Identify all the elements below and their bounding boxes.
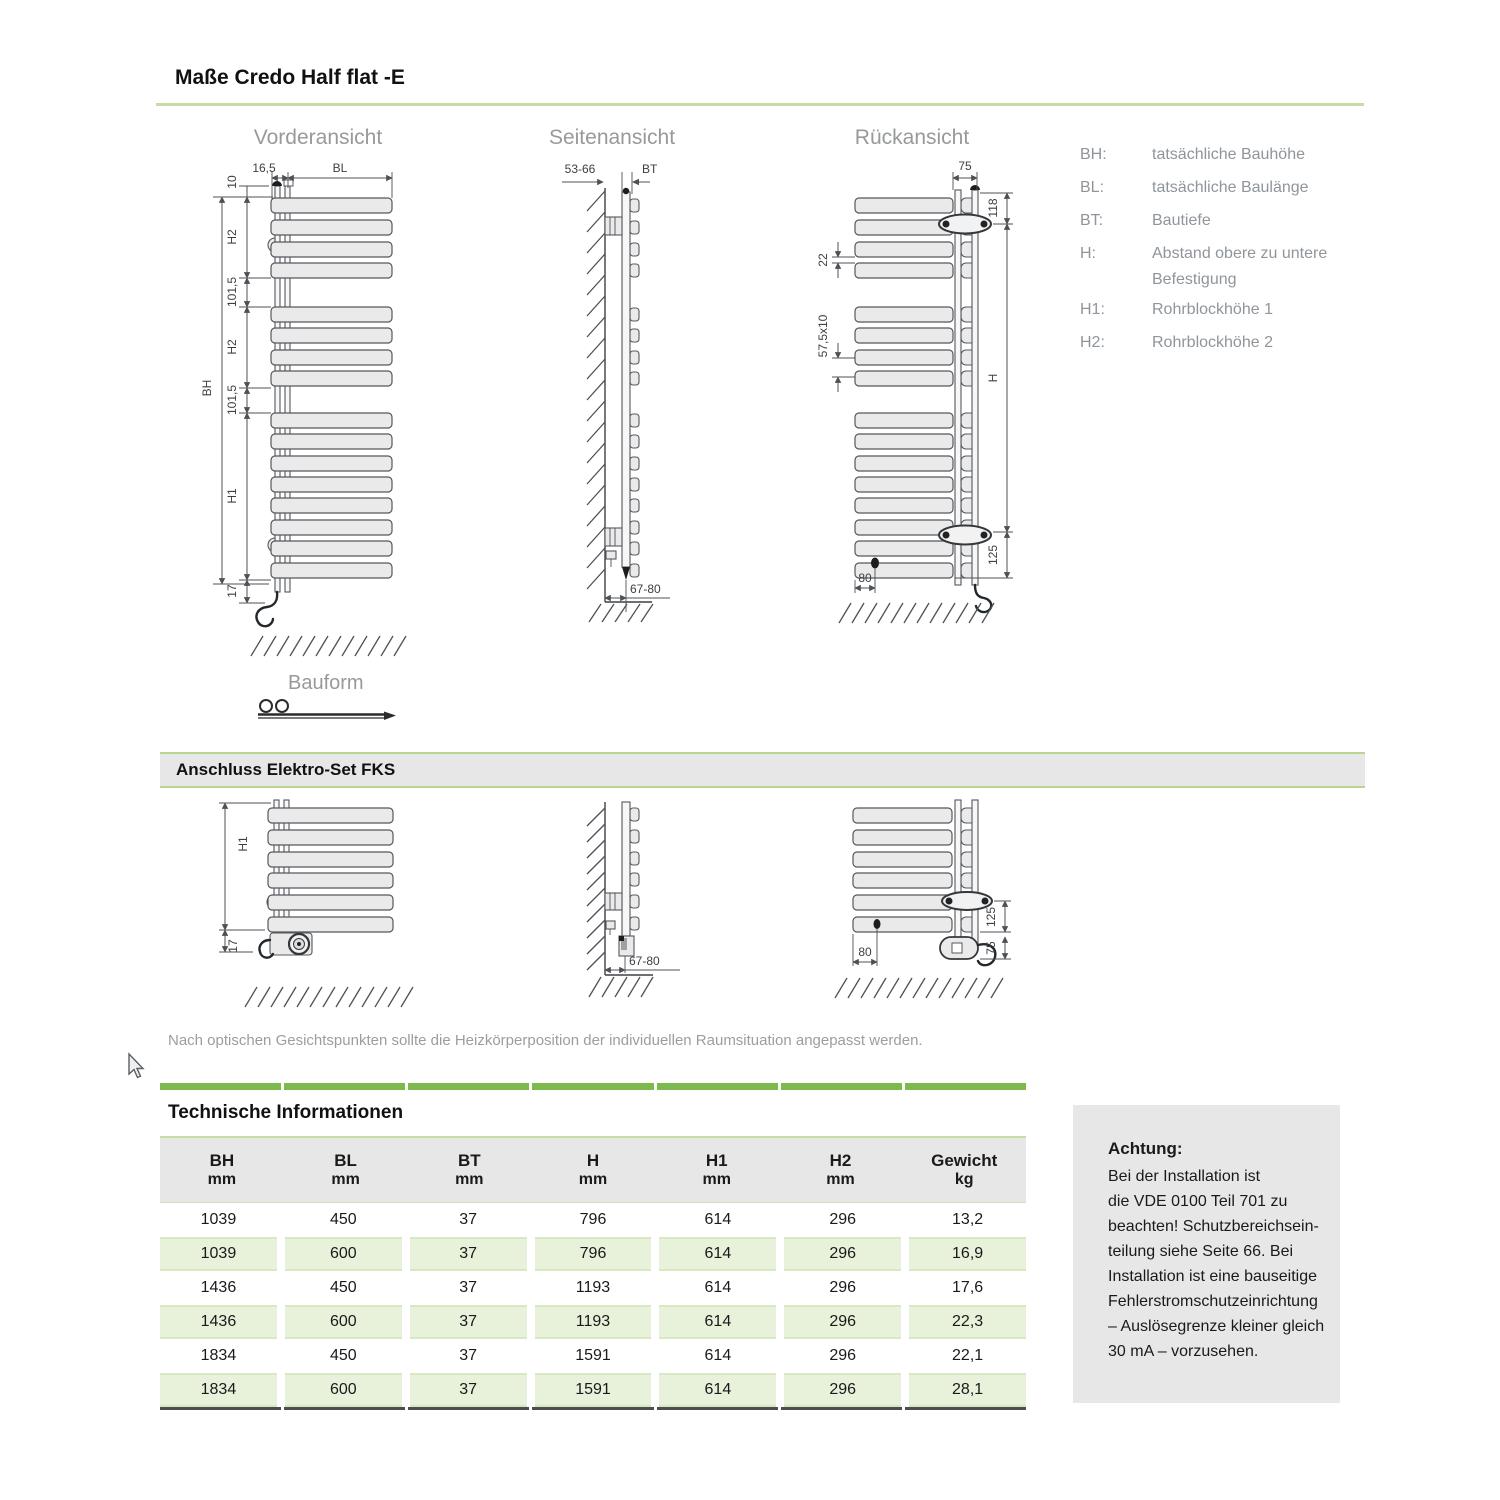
col-header-h2: H2 mm [826,1151,855,1188]
side-bottom-pin [622,567,630,580]
side-wall [587,188,653,622]
dim-label-fks-80: 80 [858,945,872,959]
table-cell: 17,6 [952,1279,984,1296]
table-cell: 614 [704,1347,732,1364]
legend-text: tatsächliche Baulänge [1152,179,1309,196]
legend-item-h1 [1080,301,1273,319]
dim-label-h2-b: H2 [225,339,239,355]
table-cell: 614 [659,1237,776,1271]
dim-label-101-a: 101,5 [225,276,239,308]
table-cell: 600 [285,1237,402,1271]
warning-line: Installation ist eine bauseitige [1108,1268,1318,1285]
fks-side-bracket [605,893,622,910]
warning-line: Bei der Installation ist [1108,1168,1261,1185]
table-cell: 37 [410,1373,527,1407]
side-valve [606,551,616,559]
fks-side-dimensions [605,954,680,973]
fks-front-dimensions [219,803,271,953]
section-title: Anschluss Elektro-Set FKS [176,760,396,779]
side-bracket-top [605,217,622,235]
dim-label-75: 75 [958,159,972,173]
fks-front-drawing [195,798,445,1013]
title-rule [156,103,1364,106]
table-cell: 22,1 [952,1347,984,1364]
table-top-green-bar [160,1083,1026,1090]
table-cell: 614 [659,1305,776,1339]
side-view-heading: Seitenansicht [548,126,676,149]
table-cell: 450 [329,1347,357,1364]
table-cell: 450 [329,1279,357,1296]
col-header-h: H mm [578,1151,608,1188]
fks-front-floor-hatch [245,987,413,1007]
side-view-drawing [540,160,740,665]
fks-side-body [605,802,639,956]
front-view-heading: Vorderansicht [253,126,383,149]
table-cell: 1193 [535,1305,652,1339]
warning-line: teilung siehe Seite 66. Bei [1108,1243,1294,1260]
table-cell: 296 [784,1237,901,1271]
table-row [160,1305,1026,1339]
dim-label-bl: BL [332,161,348,175]
table-row [160,1271,1026,1305]
fks-side-drawing [575,798,705,1013]
table-cell: 37 [459,1347,478,1364]
legend-text: Befestigung [1152,271,1237,288]
legend-text: tatsächliche Bauhöhe [1152,146,1305,163]
dim-label-fks-75: 75 [984,941,998,955]
dim-label-17: 17 [225,584,239,598]
dim-label-80: 80 [858,571,872,585]
table-cell: 37 [459,1211,478,1228]
legend-item-bh [1080,146,1305,164]
dim-label-fks-h1: H1 [236,836,250,852]
table-cell: 796 [535,1237,652,1271]
rear-view-drawing [815,160,1055,665]
legend-key: H1: [1080,301,1105,318]
table-cell: 1193 [575,1279,611,1296]
bauform-label: Bauform [288,672,364,694]
table-cell: 16,9 [909,1237,1026,1271]
legend-key: H: [1080,245,1096,262]
side-bracket-bottom [605,528,622,546]
table-cell: 796 [579,1211,607,1228]
table-cell: 296 [784,1305,901,1339]
legend-key: BL: [1080,179,1105,196]
table-cell: 1039 [160,1237,277,1271]
table-row [160,1339,1026,1373]
fks-side-valve [606,921,615,929]
warning-line: – Auslösegrenze kleiner gleich [1108,1318,1325,1335]
table-cell: 600 [285,1305,402,1339]
dim-label-125: 125 [986,544,1000,566]
legend-text: Rohrblockhöhe 2 [1152,334,1273,351]
table-cell: 22,3 [909,1305,1026,1339]
dim-label-67-80: 67-80 [630,582,661,596]
table-cell: 1436 [200,1279,237,1296]
table-cell: 450 [329,1211,357,1228]
table-cell: 614 [704,1211,732,1228]
tech-info-table [160,1083,1026,1410]
bauform-icon [256,694,406,724]
page-title: Maße Credo Half flat -E [175,66,405,89]
dim-label-bh: BH [200,379,214,397]
dim-label-fks-17: 17 [226,939,240,953]
table-cell: 1834 [200,1347,237,1364]
table-cell: 13,2 [952,1211,984,1228]
table-cell: 1436 [160,1305,277,1339]
table-title: Technische Informationen [160,1090,1026,1138]
table-cell: 614 [659,1373,776,1407]
table-cell: 296 [829,1279,857,1296]
legend-item-bl [1080,179,1309,197]
legend-key: H2: [1080,334,1105,351]
front-floor-hatch [251,636,406,656]
fks-front-body [259,800,393,958]
rear-floor-hatch [839,603,994,623]
fks-rear-floor-hatch [835,978,1003,998]
table-row [160,1237,1026,1271]
rear-radiator-body [855,185,991,612]
table-cell: 1591 [575,1347,611,1364]
warning-line: beachten! Schutzbereichsein- [1108,1218,1319,1235]
warning-box [1073,1105,1340,1403]
dim-label-bt: BT [642,162,658,176]
fks-rear-dimensions [853,901,1011,966]
dim-label-fks-125: 125 [984,906,998,928]
table-cell: 1591 [535,1373,652,1407]
fks-rear-body [853,800,995,965]
fks-rear-drawing [833,798,1073,1013]
warning-line: 30 mA – vorzusehen. [1108,1343,1259,1360]
dim-label-118: 118 [986,198,1000,218]
rear-tube-cap [970,185,980,190]
note-text: Nach optischen Gesichtspunkten sollte die Heizkörperposition der individuellen Raumsituation angepasst werden. [168,1032,923,1049]
warning-title: Achtung: [1108,1139,1183,1158]
table-cell: 1039 [200,1211,237,1228]
front-power-cable [256,592,277,626]
dim-label-57-5x10: 57,5x10 [816,314,830,358]
table-row [160,1203,1026,1237]
legend-item-bt [1080,212,1211,230]
table-cell: 296 [829,1211,857,1228]
dim-label-fks-67-80: 67-80 [629,954,660,968]
table-cell: 1834 [160,1373,277,1407]
side-radiator-body [605,188,639,612]
legend-key: BH: [1080,146,1107,163]
table-cell: 37 [410,1305,527,1339]
legend-item-h2 [1080,334,1273,352]
section-header-elektro [160,752,1365,788]
dim-label-101-b: 101,5 [225,384,239,416]
rear-view-heading: Rückansicht [854,126,970,149]
table-cell: 296 [829,1347,857,1364]
warning-line: Fehlerstromschutzeinrichtung [1108,1293,1318,1310]
rear-valve [871,558,879,569]
legend-item-h-line2 [1152,271,1237,289]
fks-rear-valve [874,919,881,929]
table-cell: 614 [704,1279,732,1296]
dim-label-h1: H1 [225,488,239,504]
table-cell: 296 [784,1373,901,1407]
side-tube-cap [623,188,629,194]
col-header-h1: H1 mm [702,1151,731,1188]
front-tube-cap [272,181,282,186]
legend-text: Abstand obere zu untere [1152,245,1328,262]
col-header-bh: BH mm [207,1151,237,1188]
table-row [160,1373,1026,1407]
table-header-row [160,1138,1026,1203]
front-view-drawing [165,160,465,665]
legend-key: BT: [1080,212,1104,229]
dim-label-16-5: 16,5 [252,161,276,175]
legend-text: Rohrblockhöhe 1 [1152,301,1273,318]
col-header-bt: BT mm [455,1151,484,1188]
dim-label-h: H [986,373,1000,383]
col-header-bl: BL mm [331,1151,360,1188]
table-cell: 600 [285,1373,402,1407]
dim-label-22: 22 [816,253,830,267]
table-cell: 37 [410,1237,527,1271]
dim-label-53-66: 53-66 [564,162,596,176]
legend-item-h [1080,245,1327,263]
legend-text: Bautiefe [1152,212,1211,229]
col-header-gewicht: Gewicht kg [931,1151,998,1188]
table-bottom-border [160,1407,1026,1410]
front-radiator-body [256,180,392,626]
table-cell: 28,1 [909,1373,1026,1407]
mouse-cursor [125,1052,147,1082]
dim-label-h2-a: H2 [225,229,239,245]
table-cell: 37 [459,1279,478,1296]
warning-line: die VDE 0100 Teil 701 zu [1108,1193,1288,1210]
dim-label-10: 10 [225,175,239,189]
